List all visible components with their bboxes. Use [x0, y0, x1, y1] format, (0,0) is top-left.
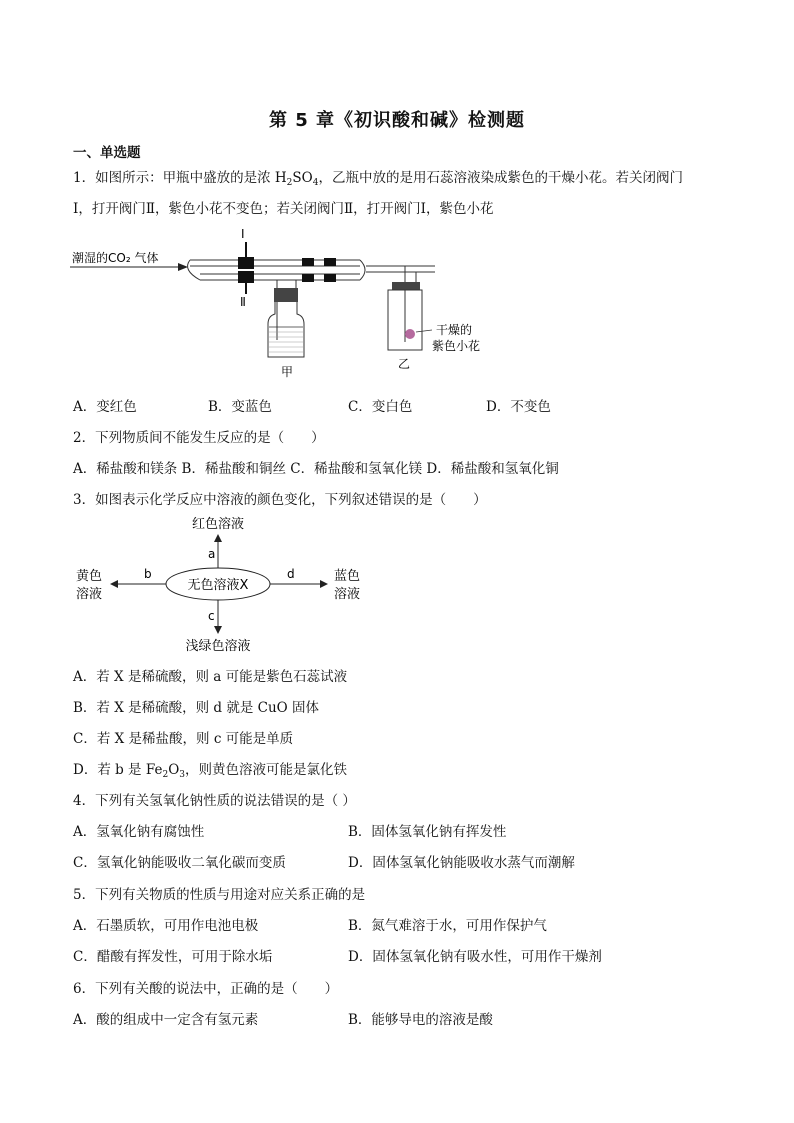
q4-stem: 4．下列有关氢氧化钠性质的说法错误的是（ ）: [73, 793, 356, 809]
q3-option-a: A．若 X 是稀硫酸，则 a 可能是紫色石蕊试液: [73, 669, 348, 685]
q2-stem: 2．下列物质间不能发生反应的是（ ）: [73, 430, 325, 446]
left-label-1: 黄色: [76, 569, 103, 584]
q1-text-c: ，乙瓶中放的是用石蕊溶液染成紫色的干燥小花。若关闭阀门: [318, 170, 683, 186]
q3-d-sub-2: 2: [162, 770, 169, 780]
arrow-b-head: [110, 580, 118, 588]
section-heading: 一、单选题: [73, 145, 141, 161]
yi-stopper: [392, 282, 420, 290]
q6-option-a: A．酸的组成中一定含有氢元素: [73, 1012, 259, 1028]
arrow-c-head: [214, 626, 222, 634]
valve-1-label: Ⅰ: [241, 227, 245, 241]
connector-4: [324, 274, 336, 282]
q3-color-diagram: [70, 512, 380, 657]
connector-3: [302, 274, 314, 282]
q5-option-b: B．氮气难溶于水，可用作保护气: [348, 918, 547, 934]
valve-2-label: Ⅱ: [240, 295, 246, 309]
gas-arrow-head: [178, 263, 188, 271]
q4-option-b: B．固体氢氧化钠有挥发性: [348, 824, 507, 840]
bottom-label: 浅绿色溶液: [185, 639, 251, 654]
left-label-2: 溶液: [76, 587, 103, 602]
q1-apparatus-diagram: [70, 222, 510, 382]
connector-2: [324, 258, 336, 266]
q3-d-text-c: ，则黄色溶液可能是氯化铁: [185, 762, 348, 778]
q1-text-b: SO: [292, 170, 313, 186]
q2-options: A．稀盐酸和镁条 B．稀盐酸和铜丝 C．稀盐酸和氢氧化镁 D．稀盐酸和氢氧化铜: [73, 461, 559, 477]
q5-option-c: C．醋酸有挥发性，可用于除水垢: [73, 949, 273, 965]
q6-option-b: B．能够导电的溶液是酸: [348, 1012, 493, 1028]
flower-label-1: 干燥的: [436, 323, 473, 337]
q3-d-text-b: O: [168, 762, 180, 778]
jia-stopper: [274, 288, 298, 302]
q3-option-b: B．若 X 是稀硫酸，则 d 就是 CuO 固体: [73, 700, 320, 716]
jia-liquid-hatch: [269, 332, 303, 352]
right-label-2: 溶液: [334, 587, 361, 602]
tube-left-join: [188, 260, 200, 280]
q4-option-d: D．固体氢氧化钠能吸收水蒸气而潮解: [348, 855, 575, 871]
q3-option-d: [73, 758, 347, 780]
label-d: d: [287, 567, 295, 581]
q1-option-d: D．不变色: [486, 399, 551, 415]
q3-d-text-a: D．若 b 是 Fe: [73, 762, 163, 778]
valve-2-body: [238, 271, 254, 283]
jia-bottle: [268, 302, 304, 357]
q5-stem: 5．下列有关物质的性质与用途对应关系正确的是: [73, 887, 366, 903]
q3-d-sub-3: 3: [179, 770, 186, 780]
arrow-d-head: [320, 580, 328, 588]
yi-label: 乙: [398, 357, 411, 371]
flower-icon: [405, 329, 415, 339]
q1-option-c: C．变白色: [348, 399, 413, 415]
tube-right-join: [360, 260, 365, 280]
arrow-a-head: [214, 534, 222, 542]
q6-stem: 6．下列有关酸的说法中，正确的是（ ）: [73, 981, 339, 997]
q1-option-a: A．变红色: [73, 399, 137, 415]
flower-pointer: [416, 330, 432, 332]
connector-1: [302, 258, 314, 266]
jia-label: 甲: [281, 365, 294, 379]
valve-1-body: [238, 257, 254, 269]
q1-option-b: B．变蓝色: [208, 399, 272, 415]
q4-option-c: C．氢氧化钠能吸收二氧化碳而变质: [73, 855, 286, 871]
q4-option-a: A．氢氧化钠有腐蚀性: [73, 824, 205, 840]
q5-option-d: D．固体氢氧化钠有吸水性，可用作干燥剂: [348, 949, 602, 965]
right-label-1: 蓝色: [334, 569, 361, 584]
label-b: b: [144, 567, 152, 581]
q1-sub-2: 2: [286, 178, 293, 188]
q3-option-c: C．若 X 是稀盐酸，则 c 可能是单质: [73, 731, 294, 747]
q1-stem-line2: Ⅰ，打开阀门Ⅱ，紫色小花不变色；若关闭阀门Ⅱ，打开阀门Ⅰ，紫色小花: [73, 201, 494, 217]
top-label: 红色溶液: [191, 517, 245, 532]
q1-stem-line1: [73, 166, 683, 188]
q3-stem: 3．如图表示化学反应中溶液的颜色变化，下列叙述错误的是（ ）: [73, 492, 487, 508]
q1-text-a: 1．如图所示：甲瓶中盛放的是浓 H: [73, 170, 287, 186]
flower-label-2: 紫色小花: [432, 339, 481, 353]
q1-sub-4: 4: [312, 178, 319, 188]
label-c: c: [208, 609, 215, 623]
page-title: 第 5 章《初识酸和碱》检测题: [268, 110, 526, 131]
label-a: a: [208, 547, 216, 561]
center-label: 无色溶液X: [187, 578, 249, 593]
q5-option-a: A．石墨质软，可用作电池电极: [73, 918, 259, 934]
gas-label: 潮湿的CO₂ 气体: [72, 251, 159, 265]
